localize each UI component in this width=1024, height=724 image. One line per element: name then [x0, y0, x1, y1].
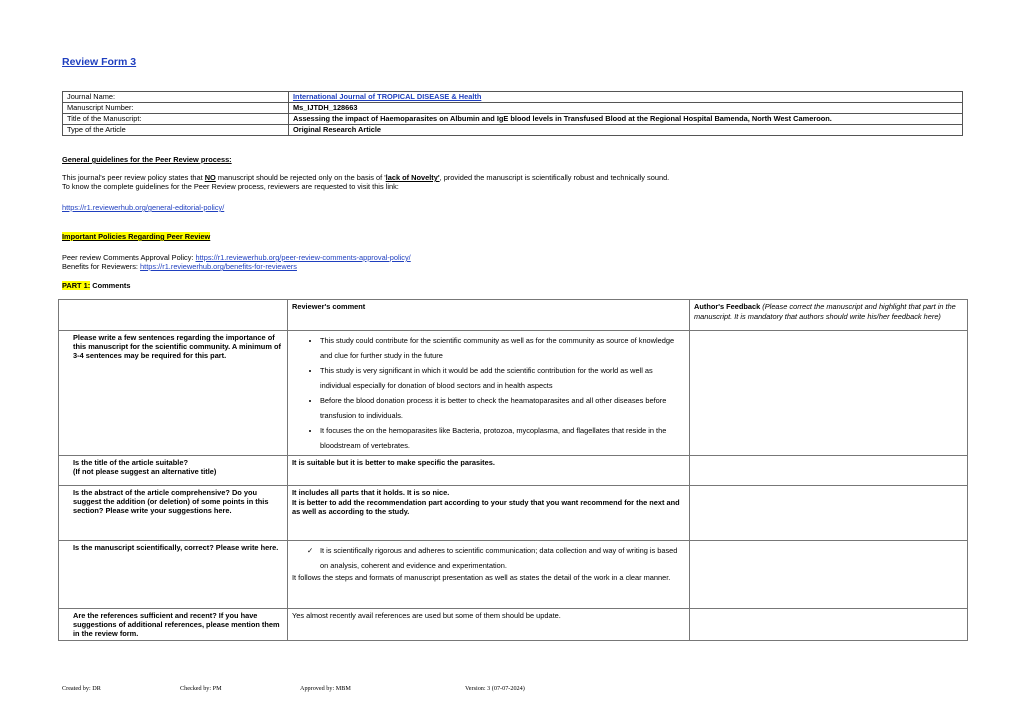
article-type-value: Original Research Article [289, 125, 963, 136]
reviewer-comment-title: It is suitable but it is better to make specific the parasites. [288, 456, 690, 486]
question-abstract: Is the abstract of the article comprehensive? Do you suggest the addition (or deletion) of some points in this section? Please write your suggestions here. [59, 486, 288, 541]
manuscript-number-value: Ms_IJTDH_128663 [289, 103, 963, 114]
question-title: Is the title of the article suitable? (If not please suggest an alternative title) [59, 456, 288, 486]
novelty-emphasis: lack of Novelty' [385, 173, 440, 182]
list-item: • This study is very significant in which it would be add the scientific contribution for the world as well as individual especially for donation of blood sectors and in health aspects [320, 363, 685, 393]
benefits-link[interactable]: https://r1.reviewerhub.org/benefits-for-reviewers [140, 262, 297, 271]
question-scientific: Is the manuscript scientifically, correct? Please write here. [59, 541, 288, 609]
journal-name-row [63, 92, 963, 103]
table-row [59, 486, 968, 541]
no-emphasis: NO [204, 173, 216, 182]
approval-policy-link[interactable]: https://r1.reviewerhub.org/peer-review-comments-approval-policy/ [195, 253, 411, 262]
footer-version: Version: 3 (07-07-2024) [465, 685, 525, 692]
list-item: • This study could contribute for the scientific community as well as for the community as source of knowledge and clue for further study in the future [320, 333, 685, 363]
manuscript-title-value: Assessing the impact of Haemoparasites on Albumin and IgE blood levels in Transfused Blood at the Regional Hospital Bamenda, North West Cameroon. [289, 114, 963, 125]
journal-name-link[interactable]: International Journal of TROPICAL DISEASE & Health [293, 92, 482, 101]
author-feedback-cell[interactable] [690, 331, 968, 456]
visit-text: To know the complete guidelines for the Peer Review process, reviewers are requested to visit this link: [62, 182, 399, 191]
benefits-line: Benefits for Reviewers: https://r1.reviewerhub.org/benefits-for-reviewers [62, 262, 297, 271]
reviewer-comment-header: Reviewer's comment [288, 300, 690, 331]
author-feedback-cell[interactable] [690, 486, 968, 541]
manuscript-title-label: Title of the Manuscript: [63, 114, 289, 125]
article-type-label: Type of the Article [63, 125, 289, 136]
manuscript-number-row [63, 103, 963, 114]
guidelines-heading: General guidelines for the Peer Review process: [62, 155, 232, 164]
policy-statement: This journal's peer review policy states that NO manuscript should be rejected only on the basis of 'lack of Novelty', provided the manuscript is scientifically robust and technically sound. [62, 173, 670, 182]
author-feedback-header: Author's Feedback (Please correct the manuscript and highlight that part in the manuscript. It is mandatory that authors should write his/her feedback here) [690, 300, 968, 331]
approval-policy-line: Peer review Comments Approval Policy: https://r1.reviewerhub.org/peer-review-comments-approval-policy/ [62, 253, 411, 262]
policies-heading: Important Policies Regarding Peer Review [62, 232, 211, 241]
reviewer-comment-scientific: ✓ It is scientifically rigorous and adheres to scientific communication; data collection and way of writing is based on analysis, coherent and evidence and experimentation. It follows the steps and formats of manuscript presentation as well as states the detail of the work in a clear manner. [288, 541, 690, 609]
reviewer-comment-importance [288, 331, 690, 456]
question-references: Are the references sufficient and recent? If you have suggestions of additional references, please mention them in the review form. [59, 609, 288, 641]
journal-name-label: Journal Name: [63, 92, 289, 103]
table-row [59, 456, 968, 486]
list-item: • It focuses the on the hemoparasites like Bacteria, protozoa, mycoplasma, and flagellates that reside in the bloodstream of vertebrates. [320, 423, 685, 453]
author-feedback-cell[interactable] [690, 456, 968, 486]
comments-table [58, 299, 968, 641]
reviewer-comment-references: Yes almost recently avail references are used but some of them should be update. [288, 609, 690, 641]
table-row [59, 541, 968, 609]
check-item: ✓ It is scientifically rigorous and adheres to scientific communication; data collection and way of writing is based on analysis, coherent and evidence and experimentation. [320, 543, 685, 573]
form-title: Review Form 3 [62, 56, 137, 68]
table-row [59, 331, 968, 456]
question-importance: Please write a few sentences regarding the importance of this manuscript for the scientific community. A minimum of 3-4 sentences may be required for this part. [59, 331, 288, 456]
manuscript-number-label: Manuscript Number: [63, 103, 289, 114]
list-item: • Before the blood donation process it is better to check the heamatoparasites and all other diseases before transfusion to individuals. [320, 393, 685, 423]
editorial-policy-link[interactable]: https://r1.reviewerhub.org/general-editorial-policy/ [62, 203, 225, 212]
journal-info-table [62, 91, 963, 136]
manuscript-title-row [63, 114, 963, 125]
part1-heading: PART 1: Comments [62, 281, 131, 290]
author-feedback-cell[interactable] [690, 609, 968, 641]
reviewer-comment-abstract: It includes all parts that it holds. It is so nice. It is better to add the recommendation part according to your study that you want recommend for the next and as well as according to the study. [288, 486, 690, 541]
article-type-row [63, 125, 963, 136]
empty-header-cell [59, 300, 288, 331]
footer-created: Created by: DR [62, 685, 101, 692]
comments-header-row [59, 300, 968, 331]
footer-checked: Checked by: PM [180, 685, 222, 692]
footer-approved: Approved by: MBM [300, 685, 351, 692]
author-feedback-cell[interactable] [690, 541, 968, 609]
table-row [59, 609, 968, 641]
